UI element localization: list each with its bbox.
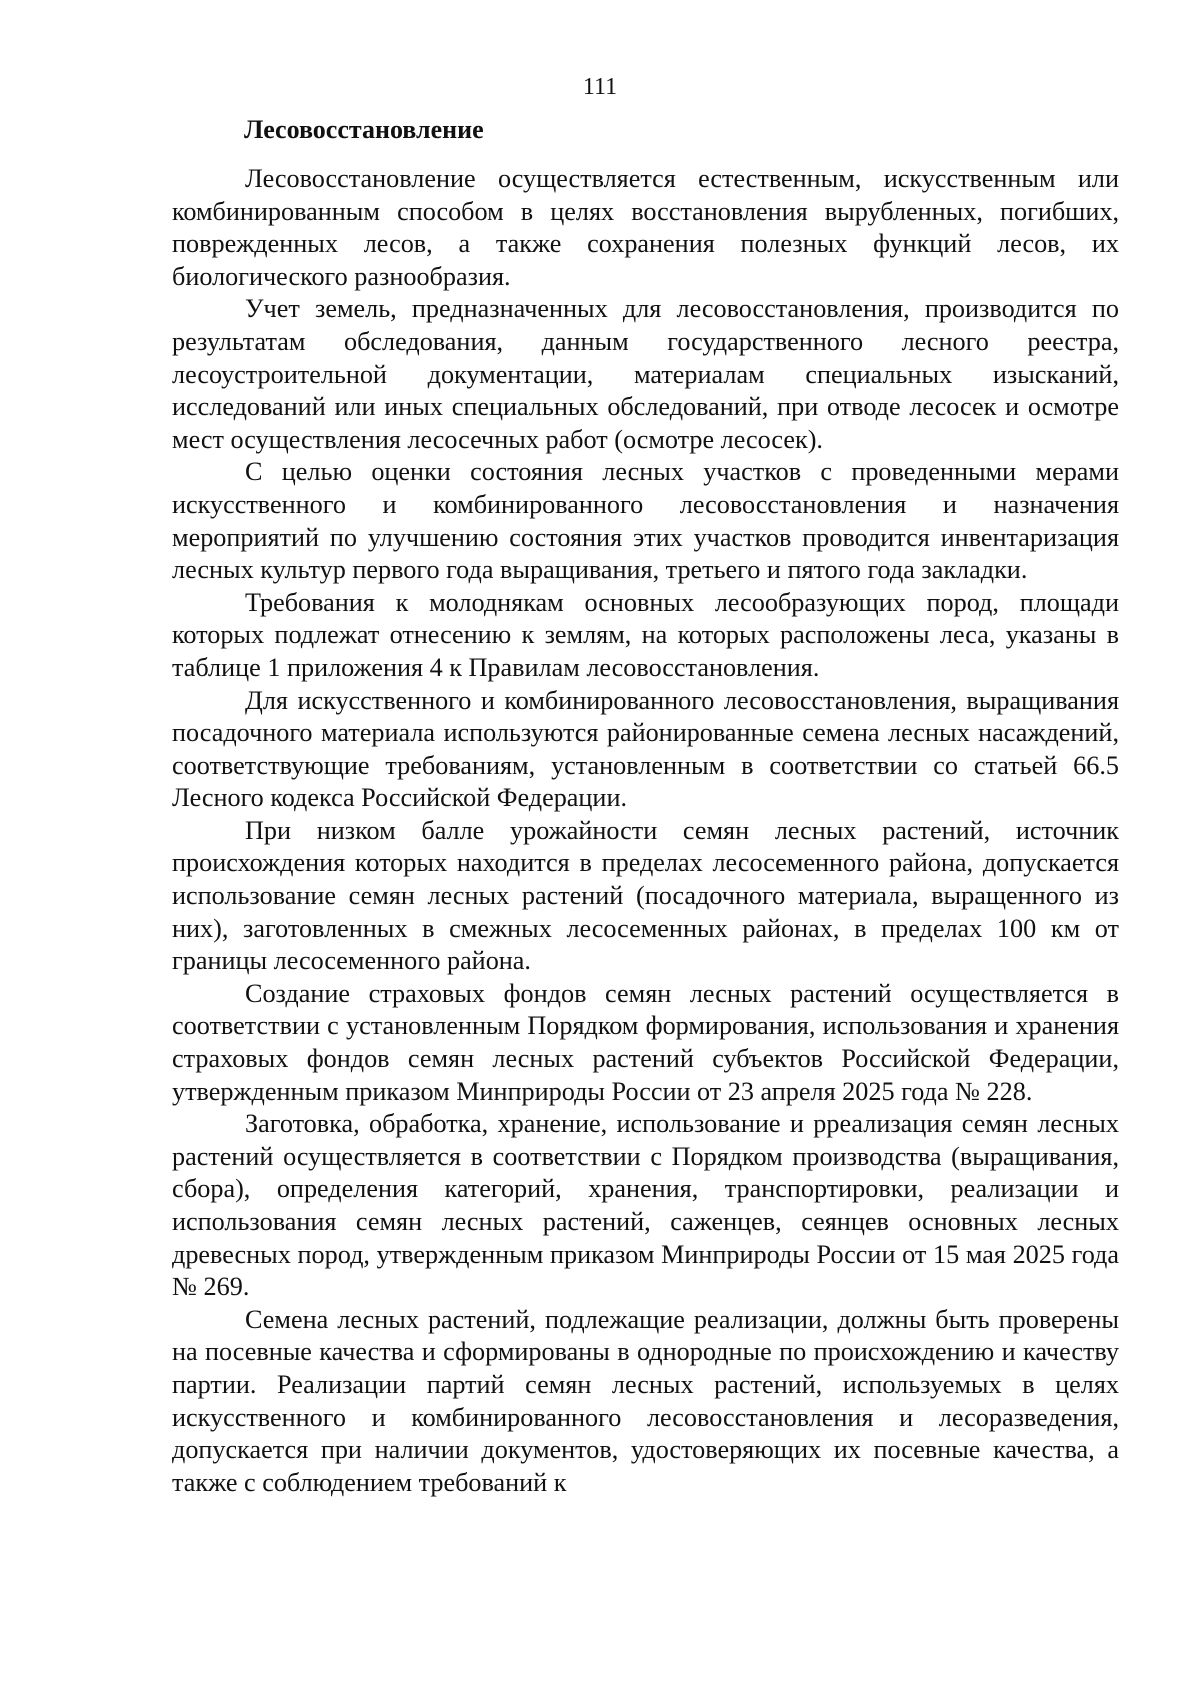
paragraph-6: При низком балле урожайности семян лесных растений, источник происхождения которых находится в пределах лесосеменного района, допускается использование семян лесных растений (посадочного материала, выращенного из них), заготовленных в смежных лесосеменных районах, в пределах 100 км от границы лесосеменного района.: [172, 815, 1119, 976]
paragraph-9: Семена лесных растений, подлежащие реализации, должны быть проверены на посевные качества и сформированы в однородные по происхождению и качеству партии. Реализации партий семян лесных растений, используемых в целях искусственного и комбинированного лесовосстановления и лесоразведения, допускается при наличии документов, удостоверяющих их посевные качества, а также с соблюдением требований к: [172, 1304, 1119, 1497]
paragraph-7: Создание страховых фондов семян лесных растений осуществляется в соответствии с установленным Порядком формирования, использования и хранения страховых фондов семян лесных растений субъектов Российской Федерации, утвержденным приказом Минприроды России от 23 апреля 2025 года № 228.: [172, 978, 1119, 1106]
document-body: [172, 114, 1119, 1499]
paragraph-8: Заготовка, обработка, хранение, использование и рреализация семян лесных растений осуществляется в соответствии с Порядком производства (выращивания, сбора), определения категорий, хранения, транспортировки, реализации и использования семян лесных растений, саженцев, сеянцев основных лесных древесных пород, утвержденным приказом Минприроды России от 15 мая 2025 года № 269.: [172, 1109, 1119, 1302]
page-number: 111: [582, 74, 618, 100]
paragraph-4: Требования к молоднякам основных лесообразующих пород, площади которых подлежат отнесению к землям, на которых расположены леса, указаны в таблице 1 приложения 4 к Правилам лесовосстановления.: [172, 587, 1119, 682]
paragraph-3: С целью оценки состояния лесных участков с проведенными мерами искусственного и комбинированного лесовосстановления и назначения мероприятий по улучшению состояния этих участков проводится инвентаризация лесных культур первого года выращивания, третьего и пятого года закладки.: [172, 457, 1119, 585]
section-heading: Лесовосстановление: [244, 115, 484, 144]
paragraph-2: Учет земель, предназначенных для лесовосстановления, производится по результатам обследования, данным государственного лесного реестра, лесоустроительной документации, материалам специальных изысканий, исследований или иных специальных обследований, при отводе лесосек и осмотре мест осуществления лесосечных работ (осмотре лесосек).: [172, 294, 1119, 454]
paragraph-5: Для искусственного и комбинированного лесовосстановления, выращивания посадочного материала используются районированные семена лесных насаждений, соответствующие требованиям, установленным в соответствии со статьей 66.5 Лесного кодекса Российской Федерации.: [172, 685, 1119, 813]
paragraph-1: Лесовосстановление осуществляется естественным, искусственным или комбинированным способом в целях восстановления вырубленных, погибших, поврежденных лесов, а также сохранения полезных функций лесов, их биологического разнообразия.: [172, 164, 1119, 291]
